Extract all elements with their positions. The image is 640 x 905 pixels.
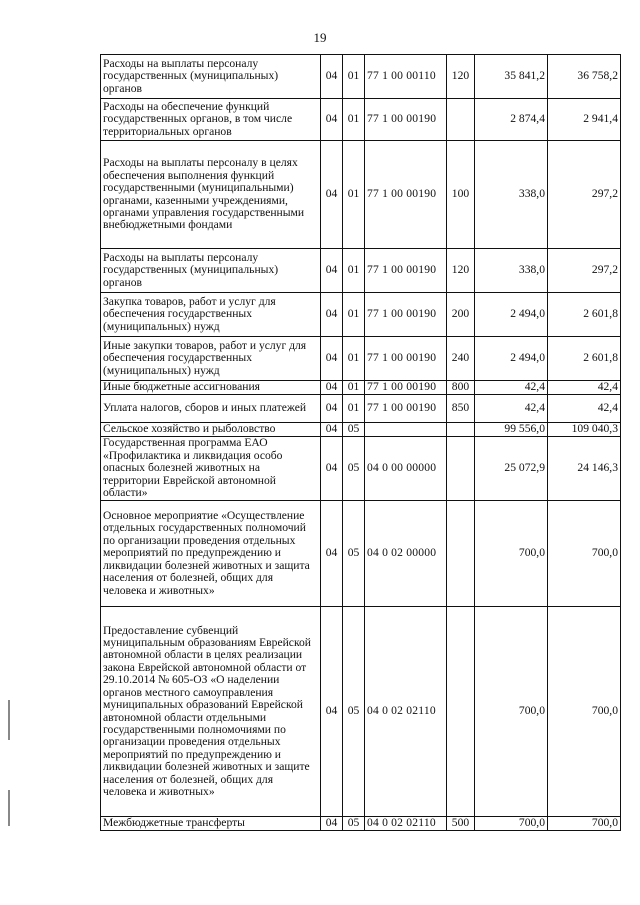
row-name-cell: Закупка товаров, работ и услуг для обеспечения государственных (муниципальных) нужд	[101, 293, 321, 337]
section-code-cell: 04	[321, 607, 343, 817]
section-code-cell: 04	[321, 501, 343, 607]
amount-year-1-cell: 338,0	[475, 141, 548, 249]
row-name-cell: Предоставление субвенций муниципальным образованиям Еврейской автономной области в целях реализации закона Еврейской автономной области от 29.10.2014 № 605-ОЗ «О наделении органов местного самоуправления муниципальных образований Еврейской автономной области отдельными государственными полномочиями по организации проведения отдельных мероприятий по предупреждению и ликвидации болезней животных и защите населения от болезней, общих для человека и животных»	[101, 607, 321, 817]
subsection-code-cell: 01	[343, 395, 365, 423]
table-row	[101, 437, 621, 501]
section-code-cell: 04	[321, 381, 343, 395]
row-name-cell: Иные закупки товаров, работ и услуг для обеспечения государственных (муниципальных) нужд	[101, 337, 321, 381]
subsection-code-cell: 05	[343, 607, 365, 817]
section-code-cell: 04	[321, 437, 343, 501]
table-row	[101, 395, 621, 423]
amount-year-1-cell: 2 494,0	[475, 293, 548, 337]
amount-year-2-cell: 42,4	[548, 381, 621, 395]
amount-year-2-cell: 2 601,8	[548, 293, 621, 337]
target-article-cell: 77 1 00 00190	[365, 99, 447, 141]
amount-year-2-cell: 24 146,3	[548, 437, 621, 501]
subsection-code-cell: 01	[343, 99, 365, 141]
section-code-cell: 04	[321, 293, 343, 337]
section-code-cell: 04	[321, 55, 343, 99]
section-code-cell: 04	[321, 141, 343, 249]
subsection-code-cell: 01	[343, 293, 365, 337]
target-article-cell: 77 1 00 00190	[365, 141, 447, 249]
target-article-cell: 77 1 00 00110	[365, 55, 447, 99]
row-name-cell: Расходы на выплаты персоналу в целях обеспечения выполнения функций государственными (муниципальными) органами, казенными учреждениями, органами управления государственными внебюджетными фондами	[101, 141, 321, 249]
target-article-cell: 04 0 00 00000	[365, 437, 447, 501]
expense-type-cell: 850	[447, 395, 475, 423]
section-code-cell: 04	[321, 337, 343, 381]
row-name-cell: Государственная программа ЕАО «Профилактика и ликвидация особо опасных болезней животных на территории Еврейской автономной области»	[101, 437, 321, 501]
table-row	[101, 337, 621, 381]
amount-year-1-cell: 700,0	[475, 501, 548, 607]
subsection-code-cell: 05	[343, 423, 365, 437]
table-row	[101, 381, 621, 395]
target-article-cell: 77 1 00 00190	[365, 249, 447, 293]
amount-year-1-cell: 338,0	[475, 249, 548, 293]
expense-type-cell: 120	[447, 55, 475, 99]
expense-type-cell: 100	[447, 141, 475, 249]
expense-type-cell	[447, 99, 475, 141]
expense-type-cell: 200	[447, 293, 475, 337]
expense-type-cell	[447, 423, 475, 437]
amount-year-2-cell: 42,4	[548, 395, 621, 423]
target-article-cell: 77 1 00 00190	[365, 381, 447, 395]
expense-type-cell: 800	[447, 381, 475, 395]
page-number: 19	[313, 30, 327, 45]
table-row	[101, 423, 621, 437]
amount-year-1-cell: 2 494,0	[475, 337, 548, 381]
amount-year-2-cell: 700,0	[548, 607, 621, 817]
row-name-cell: Иные бюджетные ассигнования	[101, 381, 321, 395]
scan-margin-mark	[8, 790, 10, 826]
amount-year-1-cell: 42,4	[475, 395, 548, 423]
amount-year-2-cell: 2 601,8	[548, 337, 621, 381]
subsection-code-cell: 05	[343, 501, 365, 607]
amount-year-2-cell: 2 941,4	[548, 99, 621, 141]
expense-type-cell	[447, 607, 475, 817]
section-code-cell: 04	[321, 249, 343, 293]
subsection-code-cell: 01	[343, 337, 365, 381]
amount-year-2-cell: 297,2	[548, 141, 621, 249]
target-article-cell	[365, 423, 447, 437]
subsection-code-cell: 01	[343, 55, 365, 99]
amount-year-1-cell: 2 874,4	[475, 99, 548, 141]
section-code-cell: 04	[321, 395, 343, 423]
target-article-cell: 04 0 02 02110	[365, 817, 447, 831]
amount-year-2-cell: 700,0	[548, 817, 621, 831]
table-row	[101, 99, 621, 141]
expense-type-cell: 240	[447, 337, 475, 381]
amount-year-2-cell: 36 758,2	[548, 55, 621, 99]
row-name-cell: Расходы на выплаты персоналу государственных (муниципальных) органов	[101, 249, 321, 293]
subsection-code-cell: 01	[343, 381, 365, 395]
section-code-cell: 04	[321, 99, 343, 141]
amount-year-2-cell: 297,2	[548, 249, 621, 293]
expense-type-cell	[447, 501, 475, 607]
expense-type-cell: 120	[447, 249, 475, 293]
amount-year-1-cell: 700,0	[475, 817, 548, 831]
row-name-cell: Основное мероприятие «Осуществление отдельных государственных полномочий по организации проведения отдельных мероприятий по предупреждению и ликвидации болезней животных и защита населения от болезней, общих для человека и животных»	[101, 501, 321, 607]
amount-year-2-cell: 700,0	[548, 501, 621, 607]
budget-table	[100, 54, 621, 831]
amount-year-1-cell: 35 841,2	[475, 55, 548, 99]
table-row	[101, 141, 621, 249]
expense-type-cell	[447, 437, 475, 501]
table-row	[101, 817, 621, 831]
scan-margin-mark	[8, 700, 10, 740]
target-article-cell: 77 1 00 00190	[365, 337, 447, 381]
amount-year-1-cell: 25 072,9	[475, 437, 548, 501]
row-name-cell: Сельское хозяйство и рыболовство	[101, 423, 321, 437]
section-code-cell: 04	[321, 423, 343, 437]
amount-year-1-cell: 700,0	[475, 607, 548, 817]
target-article-cell: 04 0 02 00000	[365, 501, 447, 607]
row-name-cell: Уплата налогов, сборов и иных платежей	[101, 395, 321, 423]
table-row	[101, 249, 621, 293]
table-row	[101, 607, 621, 817]
amount-year-1-cell: 42,4	[475, 381, 548, 395]
subsection-code-cell: 01	[343, 141, 365, 249]
row-name-cell: Расходы на выплаты персоналу государственных (муниципальных) органов	[101, 55, 321, 99]
row-name-cell: Межбюджетные трансферты	[101, 817, 321, 831]
subsection-code-cell: 05	[343, 437, 365, 501]
table-row	[101, 501, 621, 607]
section-code-cell: 04	[321, 817, 343, 831]
subsection-code-cell: 01	[343, 249, 365, 293]
expense-type-cell: 500	[447, 817, 475, 831]
table-row	[101, 55, 621, 99]
subsection-code-cell: 05	[343, 817, 365, 831]
row-name-cell: Расходы на обеспечение функций государственных органов, в том числе территориальных органов	[101, 99, 321, 141]
amount-year-2-cell: 109 040,3	[548, 423, 621, 437]
table-row	[101, 293, 621, 337]
target-article-cell: 77 1 00 00190	[365, 293, 447, 337]
target-article-cell: 04 0 02 02110	[365, 607, 447, 817]
amount-year-1-cell: 99 556,0	[475, 423, 548, 437]
target-article-cell: 77 1 00 00190	[365, 395, 447, 423]
